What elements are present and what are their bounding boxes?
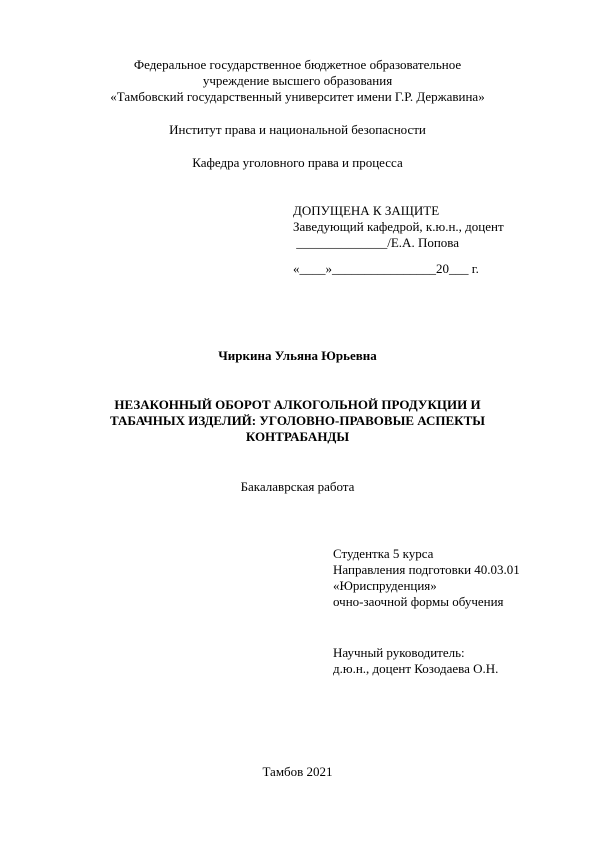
supervisor-name: д.ю.н., доцент Козодаева О.Н. — [333, 661, 499, 676]
author-name: Чиркина Ульяна Юрьевна — [218, 348, 377, 363]
institute-name: Институт права и национальной безопасности — [169, 122, 426, 137]
approval-title: ДОПУЩЕНА К ЗАЩИТЕ — [293, 203, 440, 218]
university-header — [0, 57, 595, 105]
thesis-title-line-2: ТАБАЧНЫХ ИЗДЕЛИЙ: УГОЛОВНО-ПРАВОВЫЕ АСПЕКТЫ — [109, 413, 486, 428]
thesis-title — [0, 397, 595, 445]
student-line-2: Направления подготовки 40.03.01 — [333, 562, 520, 577]
header-line-1: Федеральное государственное бюджетное образовательное — [133, 57, 462, 72]
approval-signature: ______________/Е.А. Попова — [293, 235, 460, 250]
approval-position: Заведующий кафедрой, к.ю.н., доцент — [293, 219, 504, 234]
supervisor-label: Научный руководитель: — [333, 645, 465, 660]
department-name: Кафедра уголовного права и процесса — [192, 155, 403, 170]
student-line-1: Студентка 5 курса — [333, 546, 434, 561]
thesis-title-line-3: КОНТРАБАНДЫ — [245, 429, 350, 444]
thesis-title-line-1: НЕЗАКОННЫЙ ОБОРОТ АЛКОГОЛЬНОЙ ПРОДУКЦИИ И — [114, 397, 481, 412]
student-line-4: очно-заочной формы обучения — [333, 594, 504, 609]
student-line-3: «Юриспруденция» — [333, 578, 437, 593]
header-line-2: учреждение высшего образования — [202, 73, 393, 88]
approval-date: «____»________________20___ г. — [293, 261, 479, 276]
supervisor-info — [333, 645, 498, 677]
city-year: Тамбов 2021 — [262, 764, 333, 779]
header-line-3: «Тамбовский государственный университет имени Г.Р. Державина» — [110, 89, 485, 104]
approval-block — [293, 203, 504, 277]
work-type: Бакалаврская работа — [240, 479, 355, 494]
student-info — [333, 546, 520, 610]
